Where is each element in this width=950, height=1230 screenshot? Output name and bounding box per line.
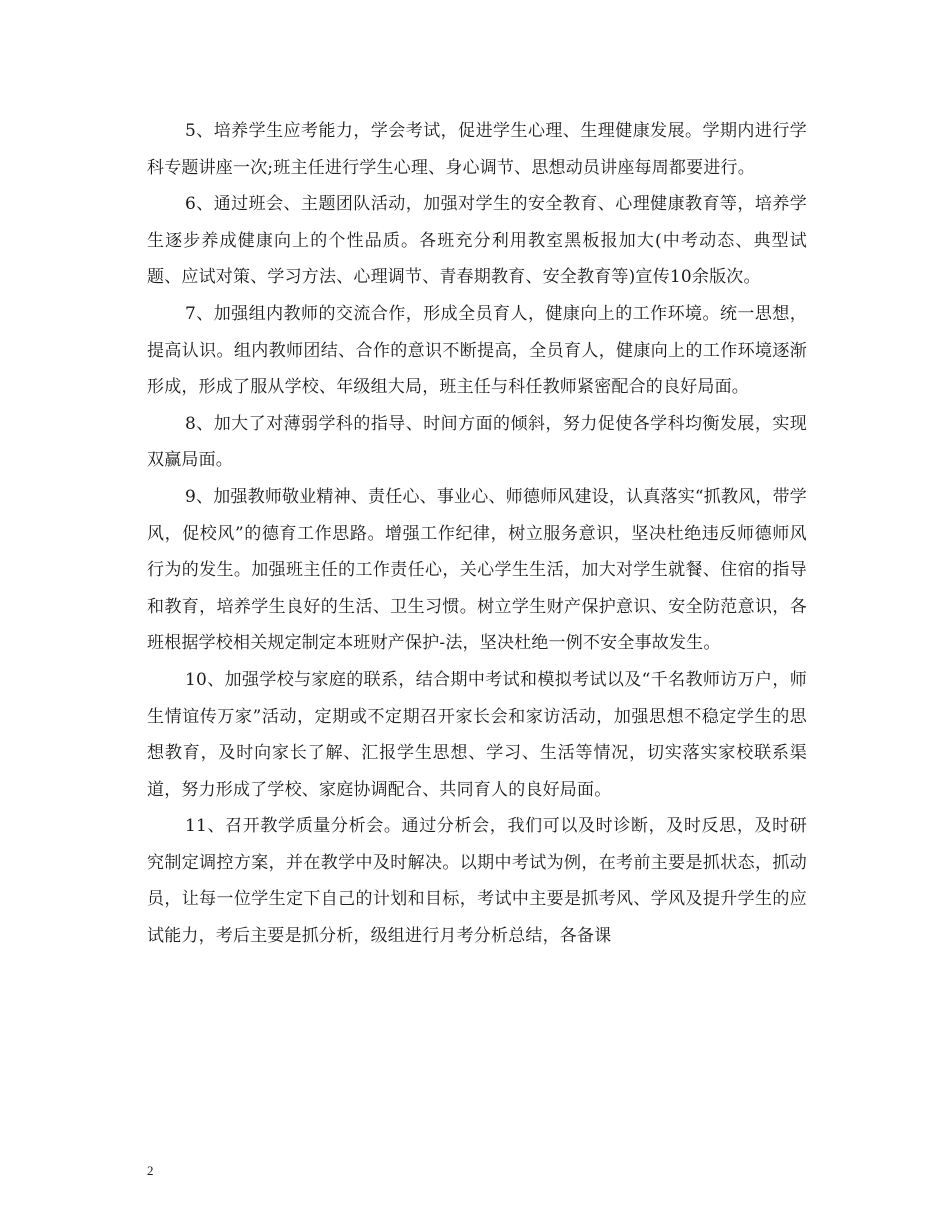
paragraph-10: 10、加强学校与家庭的联系，结合期中考试和模拟考试以及“千名教师访万户，师生情谊传万家”活动，定期或不定期召开家长会和家访活动，加强思想不稳定学生的思想教育，及时向家长了解、汇报学生思想、学习、生活等情况，切实落实家校联系渠道，努力形成了学校、家庭协调配合、共同育人的良好局面。 bbox=[147, 669, 807, 800]
page-number: 2 bbox=[147, 1163, 154, 1178]
document-body bbox=[147, 113, 807, 955]
paragraph-6: 6、通过班会、主题团队活动，加强对学生的安全教育、心理健康教育等，培养学生逐步养成健康向上的个性品质。各班充分利用教室黑板报加大(中考动态、典型试题、应试对策、学习方法、心理调节、青春期教育、安全教育等)宣传10余版次。 bbox=[147, 194, 807, 288]
paragraph-11: 11、召开教学质量分析会。通过分析会，我们可以及时诊断，及时反思，及时研究制定调控方案，并在教学中及时解决。以期中考试为例，在考前主要是抓状态，抓动员，让每一位学生定下自己的计划和目标，考试中主要是抓考风、学风及提升学生的应试能力，考后主要是抓分析，级组进行月考分析总结，各备课 bbox=[147, 816, 807, 947]
paragraph-7: 7、加强组内教师的交流合作，形成全员育人，健康向上的工作环境。统一思想，提高认识。组内教师团结、合作的意识不断提高，全员育人，健康向上的工作环境逐渐形成，形成了服从学校、年级组大局，班主任与科任教师紧密配合的良好局面。 bbox=[147, 303, 807, 398]
paragraph-9: 9、加强教师敬业精神、责任心、事业心、师德师风建设，认真落实“抓教风，带学风，促校风”的德育工作思路。增强工作纪律，树立服务意识，坚决杜绝违反师德师风行为的发生。加强班主任的工作责任心，关心学生生活，加大对学生就餐、住宿的指导和教育，培养学生良好的生活、卫生习惯。树立学生财产保护意识、安全防范意识，各班根据学校相关规定制定本班财产保护-法，坚决杜绝一例不安全事故发生。 bbox=[147, 486, 807, 654]
paragraph-8: 8、加大了对薄弱学科的指导、时间方面的倾斜，努力促使各学科均衡发展，实现双赢局面。 bbox=[147, 413, 807, 471]
paragraph-5: 5、培养学生应考能力，学会考试，促进学生心理、生理健康发展。学期内进行学科专题讲座一次;班主任进行学生心理、身心调节、思想动员讲座每周都要进行。 bbox=[147, 121, 807, 178]
